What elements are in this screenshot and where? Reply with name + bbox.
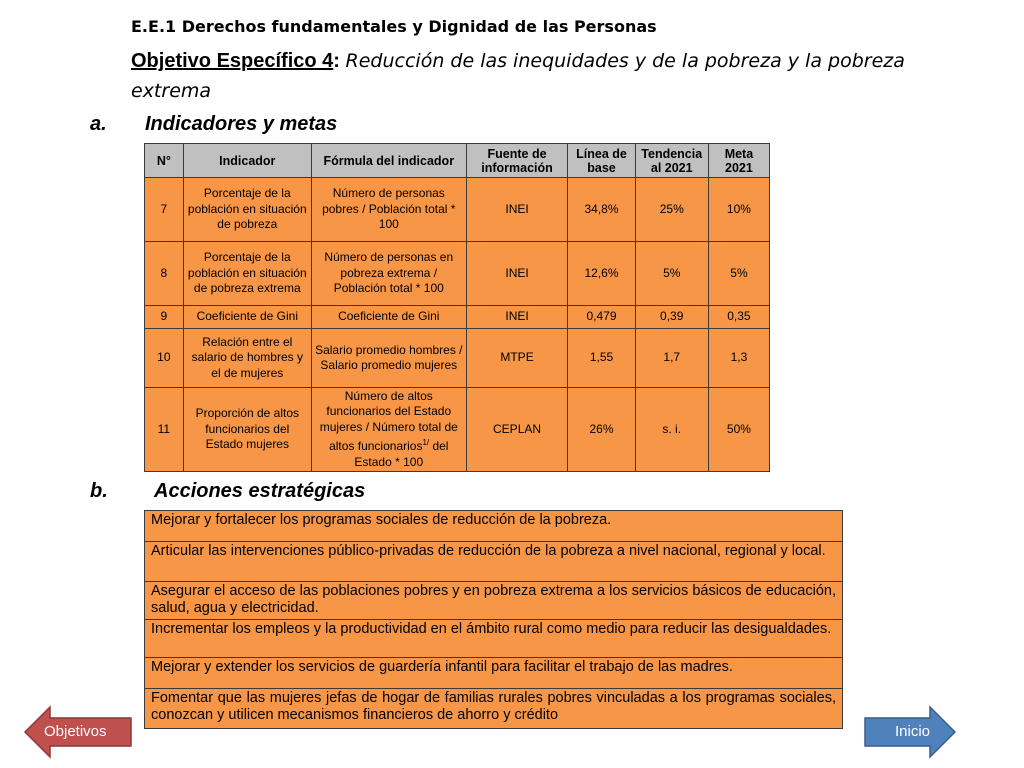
header-cell: Fuente de información — [466, 144, 568, 178]
section-a-letter: a. — [90, 113, 107, 135]
formula-text: Número de altos funcionarios del Estado mujeres / Número total de altos funcionarios — [319, 388, 458, 454]
objective-description: Reducción de las inequidades y de la pobreza y la pobreza extrema — [131, 50, 905, 102]
action-row — [145, 542, 843, 582]
table-row — [145, 329, 770, 388]
table-row — [145, 178, 770, 242]
actions-table — [144, 510, 843, 729]
cell-indicator: Relación entre el salario de hombres y el de mujeres — [183, 329, 311, 388]
cell-trend: 25% — [635, 178, 708, 242]
action-row — [145, 689, 843, 729]
cell-indicator: Porcentaje de la población en situación de pobreza extrema — [183, 242, 311, 306]
cell-baseline: 34,8% — [568, 178, 635, 242]
cell-target: 10% — [708, 178, 769, 242]
cell-formula — [311, 388, 466, 472]
back-to-objectives-button[interactable] — [22, 704, 134, 760]
cell-target: 5% — [708, 242, 769, 306]
action-item: Mejorar y extender los servicios de guardería infantil para facilitar el trabajo de las madres. — [145, 658, 843, 689]
cell-source: CEPLAN — [466, 388, 568, 472]
cell-number: 8 — [145, 242, 184, 306]
header-cell: Fórmula del indicador — [311, 144, 466, 178]
section-b-title: Acciones estratégicas — [154, 480, 366, 502]
cell-formula: Número de personas en pobreza extrema / Población total * 100 — [311, 242, 466, 306]
cell-indicator: Porcentaje de la población en situación de pobreza — [183, 178, 311, 242]
home-button[interactable] — [862, 704, 958, 760]
action-row — [145, 511, 843, 542]
action-item: Articular las intervenciones público-privadas de reducción de la pobreza a nivel nacional, regional y local. — [145, 542, 843, 582]
cell-trend: 5% — [635, 242, 708, 306]
action-row — [145, 620, 843, 658]
indicators-table — [144, 143, 770, 472]
cell-baseline: 26% — [568, 388, 635, 472]
cell-source: INEI — [466, 242, 568, 306]
action-row — [145, 582, 843, 620]
header-cell: N° — [145, 144, 184, 178]
cell-formula: Salario promedio hombres / Salario promedio mujeres — [311, 329, 466, 388]
cell-trend: 1,7 — [635, 329, 708, 388]
cell-baseline: 0,479 — [568, 306, 635, 329]
objective-colon: : — [333, 50, 340, 72]
header-cell: Tendencia al 2021 — [635, 144, 708, 178]
home-button-label: Inicio — [895, 723, 931, 740]
table-row — [145, 306, 770, 329]
cell-formula: Coeficiente de Gini — [311, 306, 466, 329]
section-a-title: Indicadores y metas — [145, 113, 338, 135]
footnote-marker: 1/ — [422, 438, 430, 448]
cell-source: MTPE — [466, 329, 568, 388]
table-row — [145, 388, 770, 472]
cell-indicator: Proporción de altos funcionarios del Estado mujeres — [183, 388, 311, 472]
cell-number: 11 — [145, 388, 184, 472]
formula-text-end: del Estado * 100 — [354, 439, 449, 469]
cell-baseline: 1,55 — [568, 329, 635, 388]
header-cell: Meta 2021 — [708, 144, 769, 178]
action-item: Asegurar el acceso de las poblaciones pobres y en pobreza extrema a los servicios básicos de educación, salud, agua y electricidad. — [145, 582, 843, 620]
cell-source: INEI — [466, 306, 568, 329]
section-b-letter: b. — [90, 480, 108, 502]
cell-number: 7 — [145, 178, 184, 242]
action-item: Incrementar los empleos y la productividad en el ámbito rural como medio para reducir las desigualdades. — [145, 620, 843, 658]
cell-source: INEI — [466, 178, 568, 242]
objective-label: Objetivo Específico 4 — [131, 50, 334, 72]
cell-baseline: 12,6% — [568, 242, 635, 306]
cell-number: 10 — [145, 329, 184, 388]
strategic-axis-title: E.E.1 Derechos fundamentales y Dignidad de las Personas — [131, 17, 657, 36]
cell-target: 0,35 — [708, 306, 769, 329]
cell-trend: 0,39 — [635, 306, 708, 329]
table-row — [145, 242, 770, 306]
cell-target: 1,3 — [708, 329, 769, 388]
action-item: Fomentar que las mujeres jefas de hogar de familias rurales pobres vinculadas a los programas sociales, conozcan y utilicen mecanismos financieros de ahorro y crédito — [145, 689, 843, 729]
objective-heading — [131, 46, 931, 106]
cell-indicator: Coeficiente de Gini — [183, 306, 311, 329]
indicators-header-row — [145, 144, 770, 178]
cell-target: 50% — [708, 388, 769, 472]
cell-number: 9 — [145, 306, 184, 329]
back-button-label: Objetivos — [44, 723, 107, 740]
header-cell: Línea de base — [568, 144, 635, 178]
cell-trend: s. i. — [635, 388, 708, 472]
cell-formula: Número de personas pobres / Población total * 100 — [311, 178, 466, 242]
action-row — [145, 658, 843, 689]
header-cell: Indicador — [183, 144, 311, 178]
action-item: Mejorar y fortalecer los programas sociales de reducción de la pobreza. — [145, 511, 843, 542]
